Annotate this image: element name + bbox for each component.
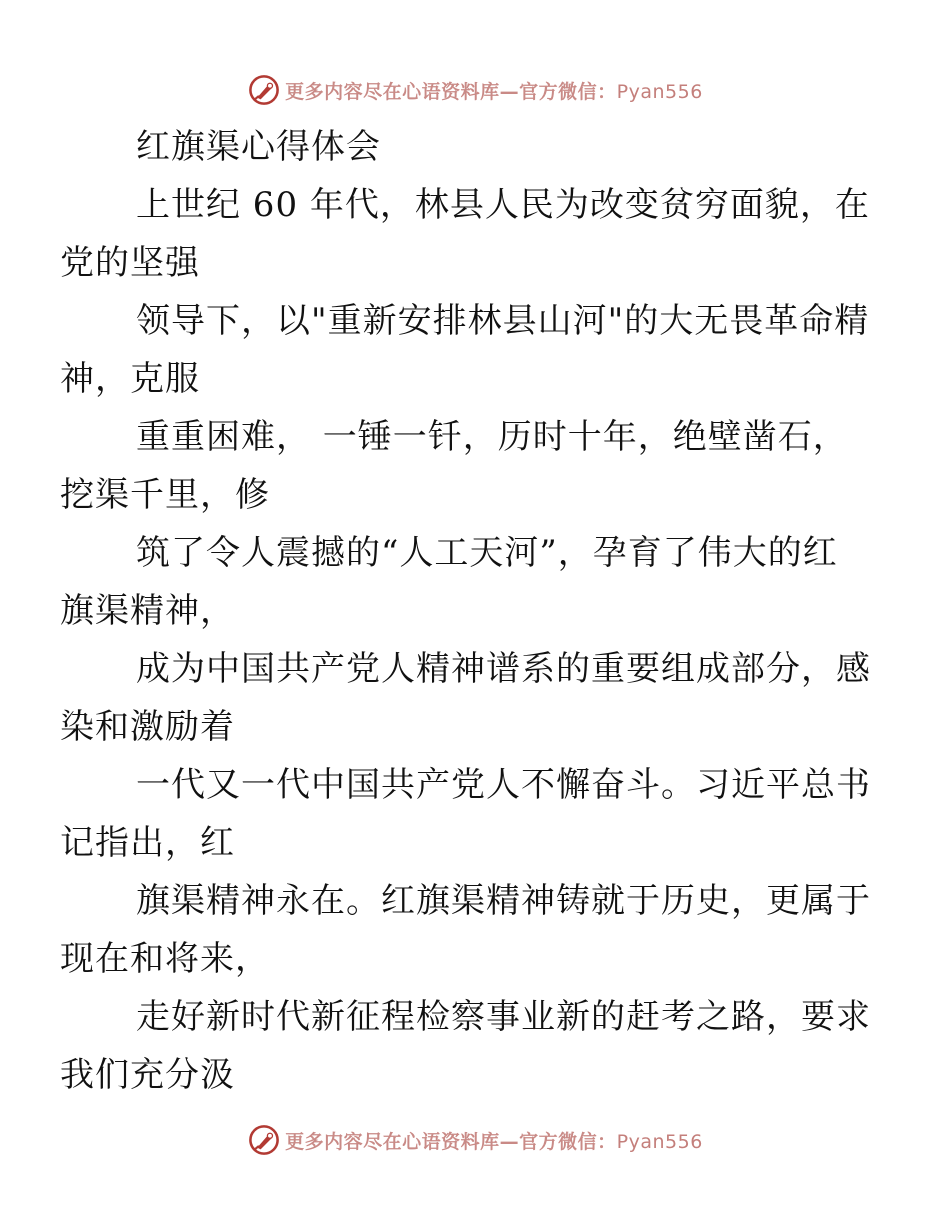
paragraph-line: 领导下，以"重新安排林县山河"的大无畏革命精 神，克服	[60, 301, 870, 399]
pen-nib-logo-icon	[247, 73, 281, 107]
paragraph-line: 一代又一代中国共产党人不懈奋斗。习近平总书 记指出，红	[60, 765, 871, 863]
watermark-text: 更多内容尽在心语资料库—官方微信：Pyan556	[285, 1130, 703, 1153]
paragraph-line: 成为中国共产党人精神谱系的重要组成部分，感 染和激励着	[60, 649, 871, 747]
paragraph-line: 筑了令人震撼的“人工天河”，孕育了伟大的红 旗渠精神，	[60, 533, 838, 631]
pen-nib-logo-icon	[247, 1123, 281, 1157]
paragraph-line: 走好新时代新征程检察事业新的赶考之路，要求 我们充分汲	[60, 997, 871, 1095]
watermark-text: 更多内容尽在心语资料库—官方微信：Pyan556	[285, 80, 703, 103]
document-title: 红旗渠心得体会	[136, 127, 381, 167]
paragraph-line: 上世纪 60 年代，林县人民为改变贫穷面貌，在 党的坚强	[60, 185, 870, 283]
paragraph-line: 旗渠精神永在。红旗渠精神铸就于历史，更属于 现在和将来，	[60, 881, 871, 979]
watermark-wechat-id: Pyan556	[616, 1130, 703, 1153]
document-body	[60, 118, 871, 1104]
watermark-header	[0, 68, 950, 112]
watermark-wechat-id: Pyan556	[616, 80, 703, 103]
watermark-footer	[0, 1118, 950, 1162]
paragraph-line: 重重困难， 一锤一钎，历时十年，绝壁凿石， 挖渠千里，修	[60, 417, 848, 515]
